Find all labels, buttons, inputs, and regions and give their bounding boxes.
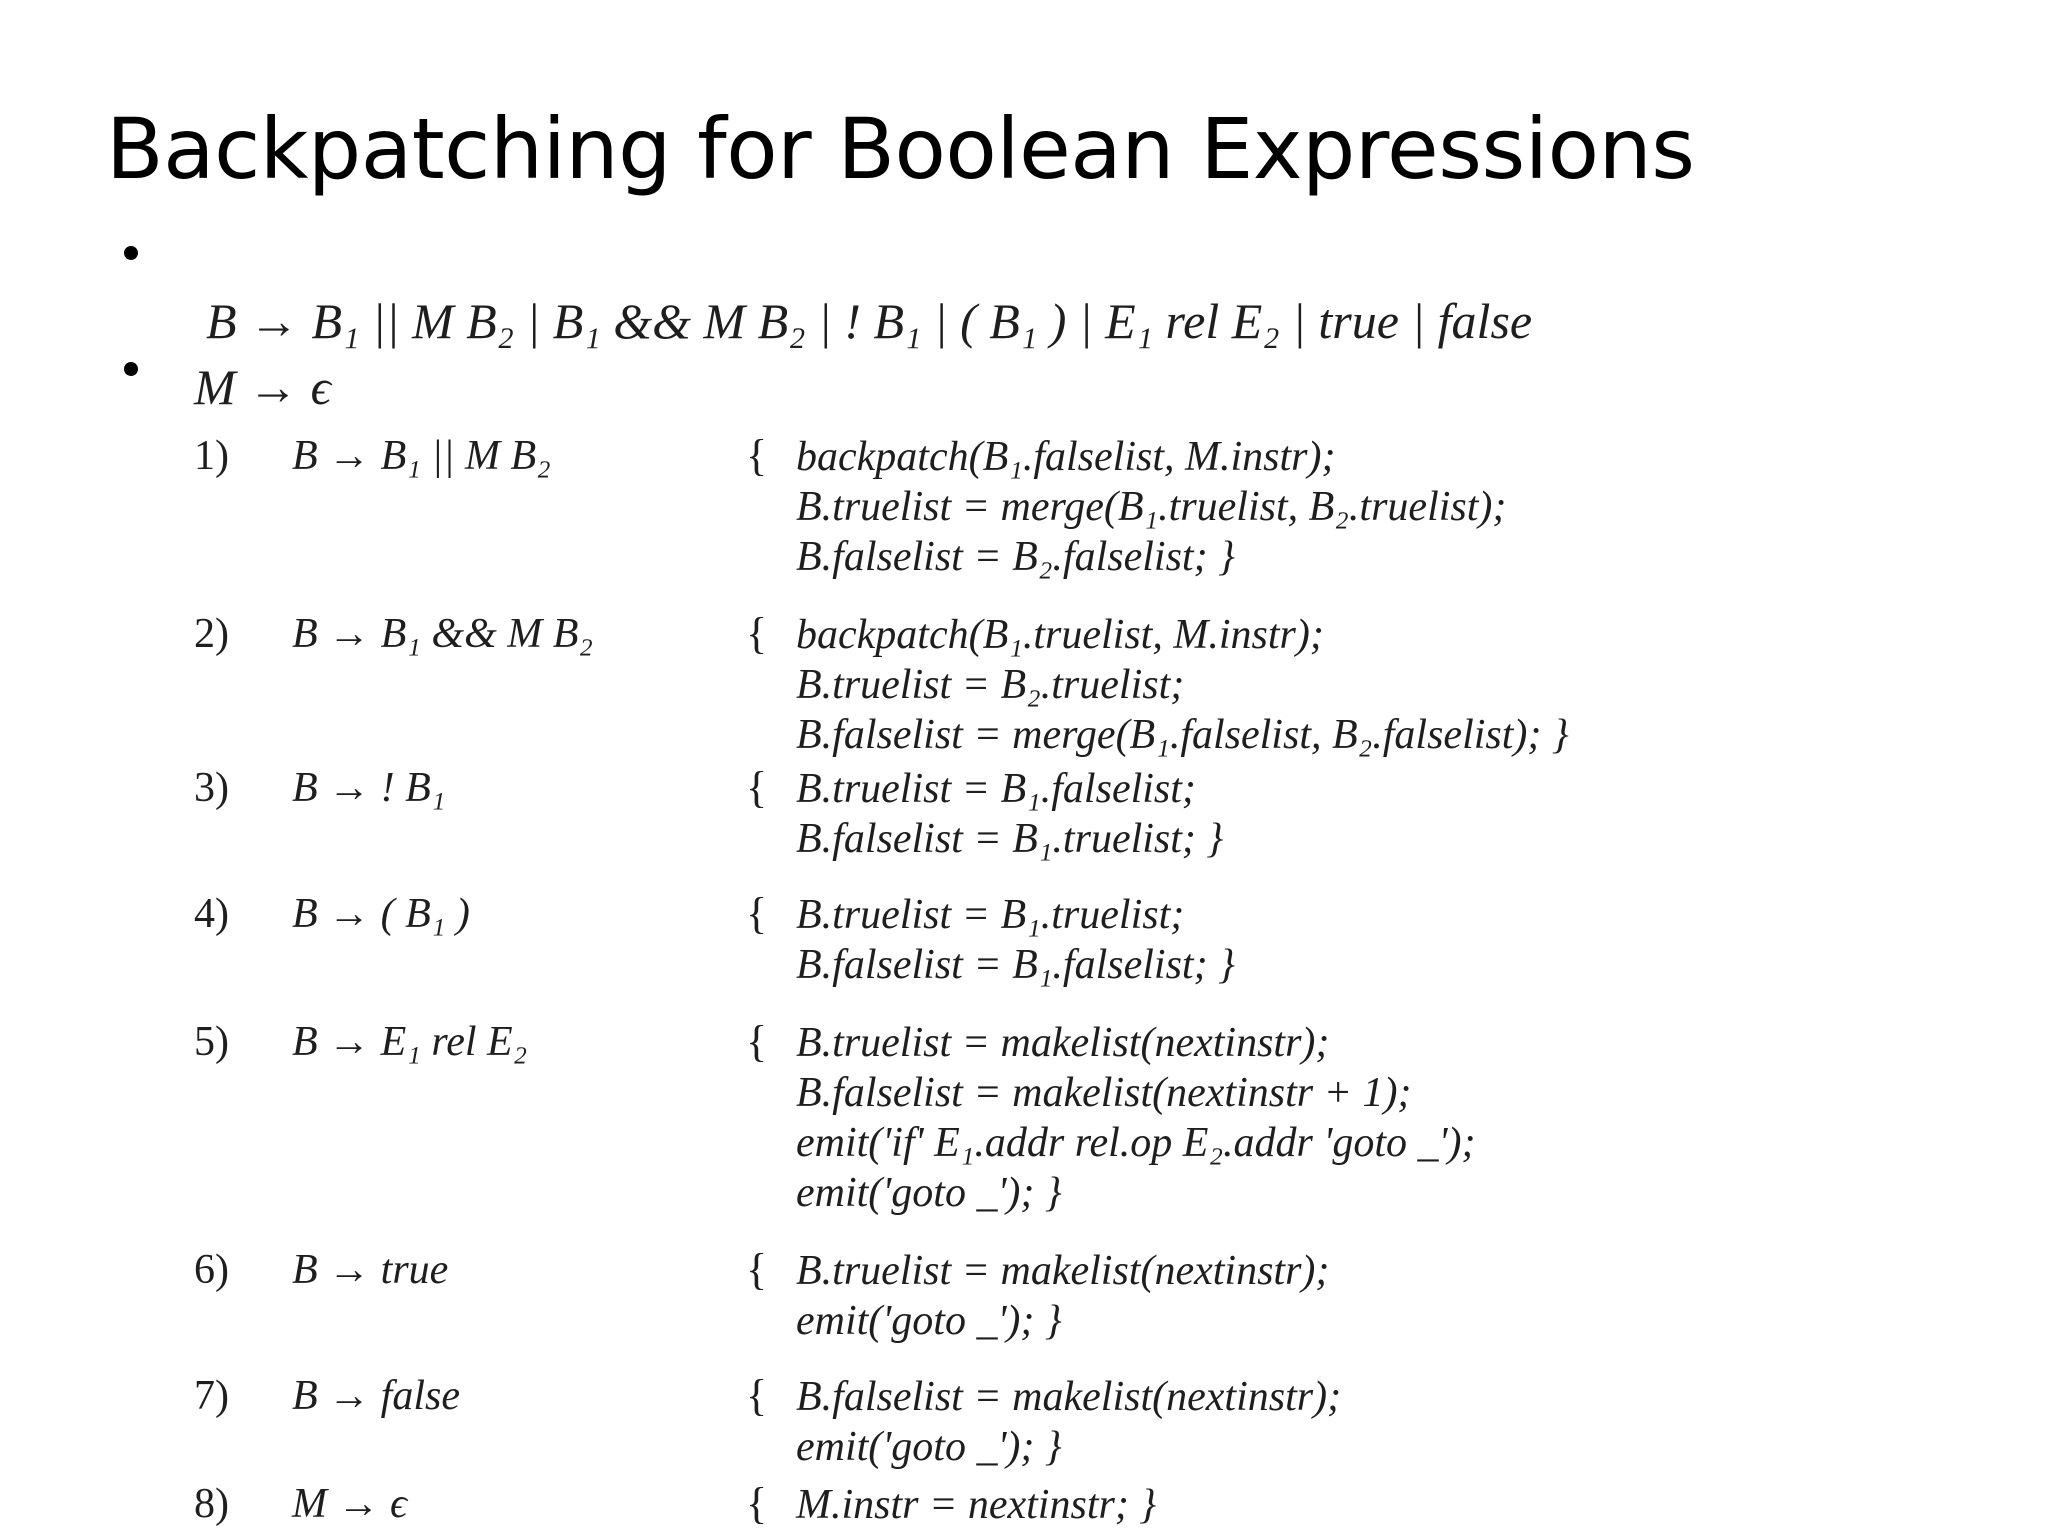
rule-brace: { [746,889,768,938]
bullet-2 [124,362,138,376]
rule-actions [796,1018,1476,1218]
grammar-line-2: M → ϵ [194,359,331,415]
rule-brace: { [746,431,768,480]
action-line: B.falselist = makelist(nextinstr); [796,1374,1342,1420]
rule-actions [796,1246,1329,1346]
rule-production: B → ( B₁ ) [292,891,470,937]
action-line: B.truelist = B₂.truelist; [796,662,1185,708]
rule-actions [796,432,1506,582]
action-line: B.falselist = merge(B₁.falselist, B₂.falselist); } [796,712,1569,758]
rule-number: 5) [194,1019,229,1065]
rule-actions [796,610,1569,760]
rule-production: B → B₁ || M B₂ [292,433,551,479]
rule-production: B → E₁ rel E₂ [292,1019,528,1065]
rule-actions [796,890,1235,990]
rule-brace: { [746,763,768,812]
rule-brace: { [746,609,768,658]
action-line: emit('goto _'); } [796,1298,1062,1344]
rule-actions [796,1480,1156,1530]
rule-production: B → false [292,1373,460,1419]
action-line: backpatch(B₁.truelist, M.instr); [796,612,1324,658]
action-line: emit('goto _'); } [796,1170,1062,1216]
rule-number: 7) [194,1373,229,1419]
rule-brace: { [746,1371,768,1420]
slide-title: Backpatching for Boolean Expressions [106,100,1695,198]
rule-production: B → B₁ && M B₂ [292,611,593,657]
action-line: B.truelist = merge(B₁.truelist, B₂.truelist); [796,484,1507,530]
action-line: B.falselist = B₂.falselist; } [796,534,1235,580]
rule-number: 4) [194,891,229,937]
action-line: B.truelist = B₁.truelist; [796,892,1185,938]
bullet-1 [124,246,138,260]
rule-brace: { [746,1017,768,1066]
action-line: B.truelist = makelist(nextinstr); [796,1248,1330,1294]
action-line: emit('goto _'); } [796,1424,1062,1470]
rule-production: B → ! B₁ [292,765,446,811]
action-line: B.falselist = makelist(nextinstr + 1); [796,1070,1412,1116]
action-line: B.falselist = B₁.truelist; } [796,816,1224,862]
rule-number: 3) [194,765,229,811]
rule-number: 6) [194,1247,229,1293]
rule-number: 1) [194,433,229,479]
action-line: backpatch(B₁.falselist, M.instr); [796,434,1336,480]
grammar-line-1: B → B₁ || M B₂ | B₁ && M B₂ | ! B₁ | ( B₁ ) | E₁ rel E₂ | true | false [206,293,1533,349]
rule-brace: { [746,1245,768,1294]
rule-brace: { [746,1479,768,1528]
action-line: B.truelist = B₁.falselist; [796,766,1196,812]
action-line: emit('if' E₁.addr rel.op E₂.addr 'goto _'); [796,1120,1476,1166]
rule-number: 8) [194,1481,229,1527]
rule-actions [796,1372,1341,1472]
rule-production: B → true [292,1247,449,1293]
rule-actions [796,764,1223,864]
action-line: B.falselist = B₁.falselist; } [796,942,1235,988]
action-line: B.truelist = makelist(nextinstr); [796,1020,1330,1066]
rule-production: M → ϵ [292,1481,407,1527]
rule-number: 2) [194,611,229,657]
action-line: M.instr = nextinstr; } [796,1482,1157,1528]
